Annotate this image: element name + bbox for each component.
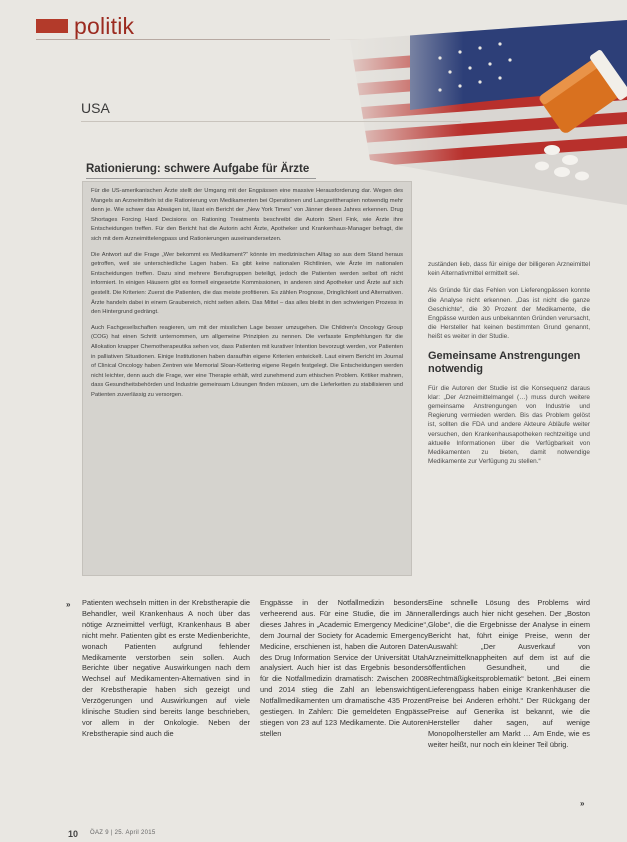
body-column-2 [260,598,428,740]
body-paragraph: Patienten wechseln mitten in der Krebstherapie die Behandler, weil Krankenhaus A noch über das nötige Arzneimittel verfügt, Krankenhaus B aber nicht mehr. Patienten gibt es erste Medienberichte, wonach Patienten aufgrund fehlender Medikamente verstorben sein sollen. Auch Berichte über negative Auswirkungen nach dem Wechsel auf Medikamenten-Alternativen sind in der Krebstherapie haben sich gezeigt und Verzögerungen und Auswirkungen auf viele klinische Studien sind bereits lange beschrieben, vor allem in der Onkologie. Neben der Krebstherapie sind auch die [82,598,250,738]
right-paragraph: Als Gründe für das Fehlen von Lieferengpässen konnte die Analyse nicht erkennen. „Das ist nicht die ganze Geschichte“, die 30 Prozent der Medikamente, die Engpässe wurden aus unbekannten Gründen verursacht, die Hersteller hat keinen bestimmten Grund genannt, heißt es weiter in der Studie. [428,287,591,341]
article-start-marker: » [66,600,71,609]
us-flag-pills-image [330,0,627,205]
body-paragraph: Engpässe in der Notfallmedizin besonders verheerend aus. Für eine Studie, die im Jänner dieses Jahres in „Academic Emergency Medicine“, dem Journal der Society for Academic Emergency Medicine, erschienen ist, haben die Autoren Daten des Drug Information Service der Universität Utah analysiert. Auch hier ist das Ergebnis besonders für die Notfallmedizin dramatisch: Zwischen 2008 und 2014 stieg die Zahl an lebenswichtigen Notfallmedikamenten um dramatische 435 Prozent gestiegen. In Zahlen: Die gemeldeten Engpässe stiegen von 23 auf 123 Medikamente. Die Autoren stellen [260,598,428,738]
box-title: Rationierung: schwere Aufgabe für Ärzte [86,163,310,175]
section-marker [36,19,68,33]
right-paragraph: zuständen lieb, dass für einige der billigeren Arzneimittel kein Alternativmittel ermittelt sei. [428,261,590,278]
info-box [82,181,412,576]
issue-info: ÖAZ 9 | 25. April 2015 [90,830,156,836]
right-paragraph: Für die Autoren der Studie ist die Konsequenz daraus klar: „Der Arzneimittelmangel (…) muss durch weitere gemeinsame Anstrengungen von Industrie und Regierung vermieden werden. Bis das Problem gelöst ist, sollten die FDA und andere Akteure Abläufe weiter versuchen, den Krankenhausapotheken rechtzeitige und aktuelle Informationen über die Verfügbarkeit von Medikamenten zu bieten, damit notwendige Medikamente zur Verfügung zu stellen.“ [428,384,590,466]
article-end-marker: » [580,799,585,808]
subheading: Gemeinsame Anstrengungen notwendig [428,349,581,375]
section-title: politik [74,13,135,39]
body-column-3 [428,598,590,751]
country-rule [81,121,461,122]
country-label: USA [81,100,110,116]
box-title-rule [86,178,316,179]
box-paragraph: Die Antwort auf die Frage „Wer bekommt es Medikament?“ könnte im medizinischen Alltag so aus dem Stand heraus getroffen, weil sie unterschiedliche Lagen haben. Es gibt keine nationalen Richtlinien, wie Ärzte im nationalen Entscheidungen treffen. Dazu sind mehrere Berufsgruppen beteiligt, jedoch die Patienten werden selbst oft nicht informiert. In einigen Häusern gibt es formell eingesetzte Kommissionen, in anderen sind Apotheker und Ärzte auf sich gestellt. Die Kriterien: Zuerst die Patienten, die das meiste profitieren. Es zählen Prognose, Dringlichkeit und Alternativen. Ärzte handeln dabei in einem Graubereich, nicht selten allein. Das Mittel – das alles bleibt in den schwierigen Prozess in den Hintergrund gedrängt. [91,251,403,316]
page-number: 10 [68,829,79,839]
right-column [428,260,590,474]
body-column-1 [82,598,250,740]
body-paragraph: Eine schnelle Lösung des Problems wird allerdings auch hier nicht gesehen. Der „Boston Globe“, die die Ergebnisse der Analyse in einem Bericht hat, führt einige Preise, wenn der Auswahl: „Der Ausverkauf von Arzneimittelknappheiten auf dem ist auf die öffentlichen Gesundheit, und die Rechtmäßigkeitsproblematik“ betont. „Bei einem Lieferengpass haben einige Krankenhäuser die Preise bei Anderen erhöht.“ Der Rückgang der Preise auf Generika ist bekannt, wie die Hersteller daher sagen, auf wenige Monopolhersteller am Markt … Am Ende, wie es weiter heißt, nur noch ein kleiner Teil übrig. [428,598,590,749]
box-paragraph: Für die US-amerikanischen Ärzte stellt der Umgang mit der Engpässen eine massive Herausforderung dar. Wegen des Mangels an Arzneimitteln ist die Rationierung von Medikamenten bei Operationen und Langzeittherapien notwendig mehr denn je. Wie schwer das Abwägen ist, lässt ein Bericht der „New York Times“ von Jänner dieses Jahres erkennen. Drug Shortages Forcing Hard Decisions on Rationing Treatments beschreibt die Autorin Sheri Fink, wie Ärzte ihre Entscheidungen treffen. Für den Bericht hat die Autorin acht Ärzte, Apotheker und Krankenhaus-Manager befragt, die sich mit dem Arzneimittelengpass und Rationierungen auseinandersetzen. [91,188,403,242]
box-paragraph: Auch Fachgesellschaften reagieren, um mit der misslichen Lage besser umzugehen. Die Children's Oncology Group (COG) hat einen Schritt unternommen, um allgemeine Prinzipien zu nennen. Die verfasste Empfehlungen für die Allokation knapper Chemotherapeutika sehen vor, dass Patienten mit kurativer Intention bevorzugt werden, vor Patienten in palliativen Situationen. Einige Institutionen haben daraufhin eigene Kriterien entwickelt. Laut einem Bericht im Journal of Clinical Oncology haben Zentren wie Memorial Sloan-Kettering eigene Regeln festgelegt. Die Entscheidungen werden nicht leichter, denn auch die Frage, wer eine Therapie erhält, wird zunehmend zum ethischen Problem. Kritiker mahnen, dass Gesundheitsbehörden und Industrie gemeinsam Lösungen finden müssen, um die Lieferketten zu stabilisieren und Patienten zuverlässig zu versorgen. [91,324,403,398]
